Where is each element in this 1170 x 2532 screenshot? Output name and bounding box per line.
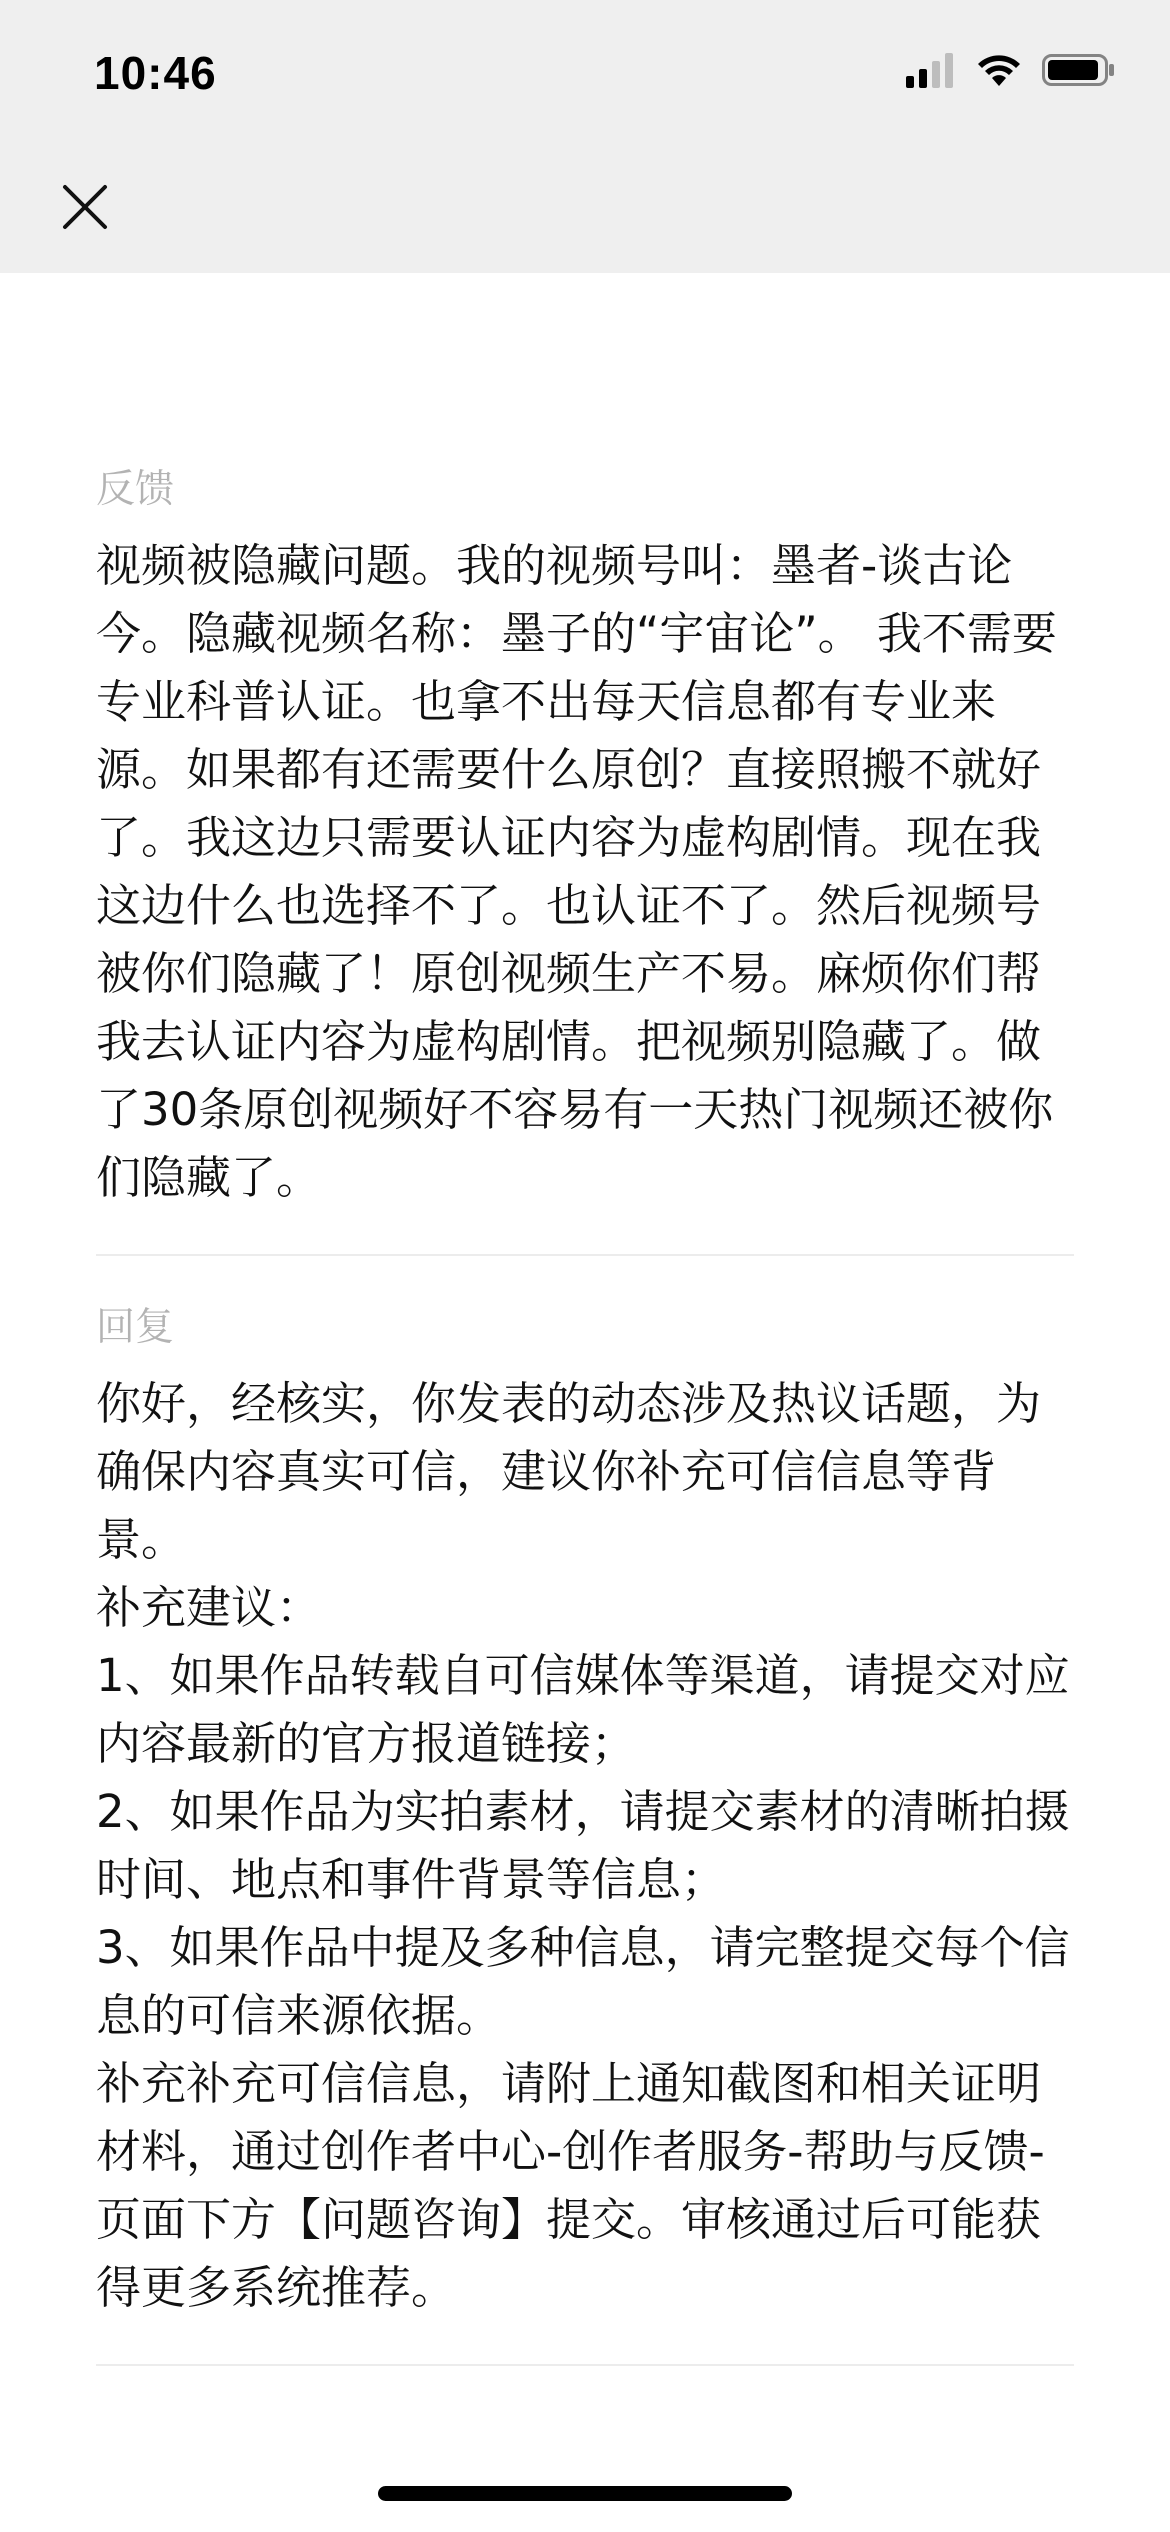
- reply-label: 回复: [96, 1305, 175, 1350]
- reply-text: 你好，经核实，你发表的动态涉及热议话题，为确保内容真实可信，建议你补充可信信息等背景。 补充建议： 1、如果作品转载自可信媒体等渠道，请提交对应内容最新的官方报道链接； 2、如果作品为实拍素材，请提交素材的清晰拍摄时间、地点和事件背景等信息； 3、如果作品中提及多种信息，请完整提交每个信息的可信来源依据。 补充补充可信信息，请附上通知截图和相关证明材料，通过创作者中心-创作者服务-帮助与反馈-页面下方【问题咨询】提交。审核通过后可能获得更多系统推荐。: [96, 1377, 1070, 2314]
- close-icon: [61, 183, 109, 231]
- close-button[interactable]: [58, 180, 112, 234]
- status-time: 10:46: [94, 47, 217, 99]
- feedback-text: 视频被隐藏问题。我的视频号叫：墨者-谈古论今。隐藏视频名称：墨子的“宇宙论”。 我不需要专业科普认证。也拿不出每天信息都有专业来源。如果都有还需要什么原创？直接照搬不就好了。我这边只需要认证内容为虚构剧情。现在我这边什么也选择不了。也认证不了。然后视频号被你们隐藏了！原创视频生产不易。麻烦你们帮我去认证内容为虚构剧情。把视频别隐藏了。做了30条原创视频好不容易有一天热门视频还被你们隐藏了。: [96, 539, 1057, 1204]
- top-bar: [0, 0, 1170, 273]
- feedback-section: [96, 462, 1074, 1212]
- feedback-detail: [96, 462, 1074, 2410]
- wifi-icon: [976, 52, 1022, 92]
- divider: [96, 1254, 1074, 1256]
- feedback-label: 反馈: [96, 467, 175, 512]
- home-indicator[interactable]: [378, 2486, 792, 2501]
- reply-section: [96, 1300, 1074, 2322]
- cellular-signal-icon: [906, 52, 956, 92]
- battery-icon: [1042, 52, 1116, 92]
- status-icons: [906, 50, 1116, 94]
- bottom-divider: [96, 2364, 1074, 2366]
